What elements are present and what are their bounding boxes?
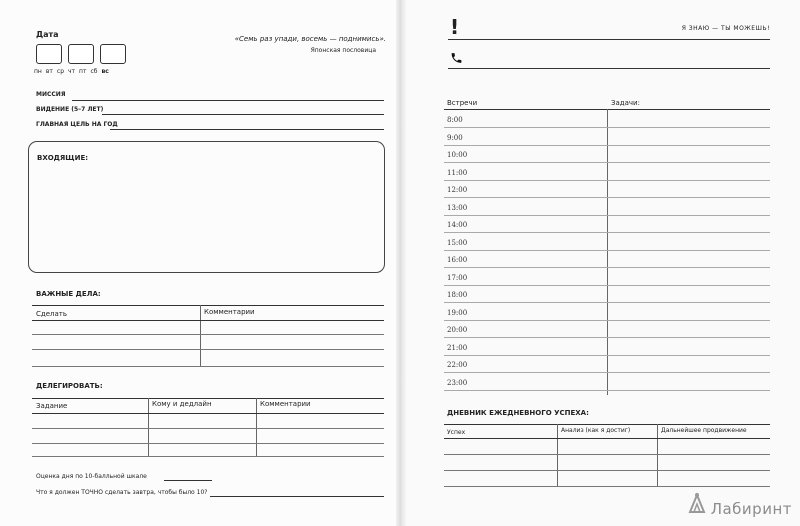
- rating-line[interactable]: [164, 480, 212, 481]
- quote-source: Японская пословица: [310, 47, 376, 54]
- book-spine: [396, 0, 406, 526]
- time-slot-line[interactable]: [444, 355, 770, 356]
- success-row-line[interactable]: [444, 470, 770, 471]
- schedule-divider: [607, 109, 608, 395]
- rating-prompt: Оценка дня по 10-балльной шкале: [36, 473, 147, 480]
- time-slot-line[interactable]: [444, 232, 770, 233]
- time-label: 10:00: [447, 151, 468, 159]
- delegate-col-task: Задание: [36, 402, 68, 410]
- time-slot-line[interactable]: [444, 180, 770, 181]
- date-box-day[interactable]: [36, 44, 62, 64]
- delegate-row-line[interactable]: [32, 413, 384, 414]
- success-col-next: Дальнейшее продвижение: [661, 427, 747, 434]
- quote: «Семь раз упади, восемь — поднимись».: [234, 35, 386, 43]
- inbox-box[interactable]: [28, 141, 385, 273]
- date-box-year[interactable]: [100, 44, 126, 64]
- delegate-top-line: [32, 398, 384, 399]
- weekday-fri[interactable]: пт: [79, 68, 87, 75]
- success-col-success: Успех: [447, 429, 466, 436]
- time-slot-line[interactable]: [444, 337, 770, 338]
- time-label: 15:00: [447, 238, 468, 247]
- time-label: 19:00: [447, 308, 468, 317]
- time-label: 14:00: [447, 221, 468, 229]
- date-label: Дата: [36, 30, 59, 39]
- time-slot-line[interactable]: [444, 162, 770, 163]
- time-slot-line[interactable]: [444, 145, 770, 146]
- meetings-header: Встречи: [447, 99, 478, 107]
- time-label: 8:00: [447, 116, 463, 124]
- important-top-line: [32, 305, 384, 306]
- time-slot-line[interactable]: [444, 250, 770, 251]
- success-col-analysis: Анализ (как я достиг): [561, 427, 631, 434]
- time-label: 13:00: [447, 203, 468, 212]
- important-col-comments: Комментарии: [204, 308, 255, 316]
- time-slot-line[interactable]: [444, 285, 770, 286]
- time-label: 23:00: [447, 378, 468, 387]
- important-row-line[interactable]: [32, 366, 384, 367]
- time-label: 12:00: [447, 186, 468, 194]
- important-row-line[interactable]: [32, 334, 384, 335]
- time-slot-line[interactable]: [444, 197, 770, 198]
- time-label: 22:00: [447, 361, 468, 369]
- time-slot-line[interactable]: [444, 127, 770, 128]
- watermark-text: Лабиринт: [710, 500, 792, 518]
- time-label: 17:00: [447, 273, 468, 282]
- time-slot-line[interactable]: [444, 372, 770, 373]
- delegate-row-line[interactable]: [32, 443, 384, 444]
- success-row-line[interactable]: [444, 454, 770, 455]
- inbox-label: ВХОДЯЩИЕ:: [37, 154, 89, 162]
- time-label: 11:00: [447, 168, 468, 177]
- labyrinth-logo-icon: [686, 492, 708, 518]
- success-row-line[interactable]: [444, 486, 770, 487]
- delegate-divider-1: [148, 398, 149, 456]
- time-slot-line[interactable]: [444, 215, 770, 216]
- watermark: [686, 492, 792, 518]
- important-row-line[interactable]: [32, 349, 384, 350]
- delegate-divider-2: [256, 398, 257, 456]
- time-slot-line[interactable]: [444, 320, 770, 321]
- weekday-sat[interactable]: сб: [90, 68, 98, 75]
- mission-label: МИССИЯ: [36, 91, 66, 98]
- weekday-mon[interactable]: пн: [34, 68, 42, 75]
- tomorrow-line[interactable]: [210, 496, 384, 497]
- weekday-tue[interactable]: вт: [45, 68, 53, 75]
- tasks-header: Задачи:: [611, 99, 640, 107]
- tomorrow-prompt: Что я должен ТОЧНО сделать завтра, чтобы было 10?: [36, 489, 208, 496]
- success-divider-2: [657, 424, 658, 486]
- main-goal-label: ГЛАВНАЯ ЦЕЛЬ НА ГОД: [36, 121, 118, 128]
- phone-icon: [450, 50, 463, 69]
- delegate-col-comments: Комментарии: [260, 400, 311, 408]
- vision-line[interactable]: [102, 114, 384, 115]
- time-label: 20:00: [447, 326, 468, 334]
- weekday-row: [34, 68, 109, 75]
- time-slot-line[interactable]: [444, 267, 770, 268]
- important-title: ВАЖНЫЕ ДЕЛА:: [36, 290, 101, 298]
- delegate-row-line[interactable]: [32, 456, 384, 457]
- date-box-month[interactable]: [68, 44, 94, 64]
- success-title: ДНЕВНИК ЕЖЕДНЕВНОГО УСПЕХА:: [447, 409, 589, 417]
- delegate-col-assignee: Кому и дедлайн: [152, 400, 212, 408]
- time-label: 21:00: [447, 343, 468, 352]
- priority-line[interactable]: [448, 39, 770, 40]
- time-slot-line[interactable]: [444, 302, 770, 303]
- priority-mark: !: [450, 15, 460, 39]
- time-label: 16:00: [447, 256, 468, 264]
- important-col-do: Сделать: [36, 310, 68, 318]
- mission-line[interactable]: [72, 100, 384, 101]
- important-divider: [200, 305, 201, 367]
- main-goal-line[interactable]: [110, 129, 384, 130]
- motto: Я ЗНАЮ — ТЫ МОЖЕШЬ!: [681, 25, 770, 32]
- phone-line[interactable]: [448, 68, 770, 69]
- important-row-line[interactable]: [32, 320, 384, 321]
- success-row-line[interactable]: [444, 438, 770, 439]
- success-top-line: [444, 424, 770, 425]
- delegate-title: ДЕЛЕГИРОВАТЬ:: [36, 382, 103, 390]
- vision-label: ВИДЕНИЕ (5–7 ЛЕТ): [36, 106, 104, 113]
- weekday-wed[interactable]: ср: [56, 68, 64, 75]
- time-label: 18:00: [447, 291, 468, 299]
- time-slot-line[interactable]: [444, 390, 770, 391]
- success-divider-1: [557, 424, 558, 486]
- weekday-thu[interactable]: чт: [68, 68, 76, 75]
- delegate-row-line[interactable]: [32, 428, 384, 429]
- weekday-sun[interactable]: вс: [101, 68, 109, 75]
- time-label: 9:00: [447, 133, 463, 142]
